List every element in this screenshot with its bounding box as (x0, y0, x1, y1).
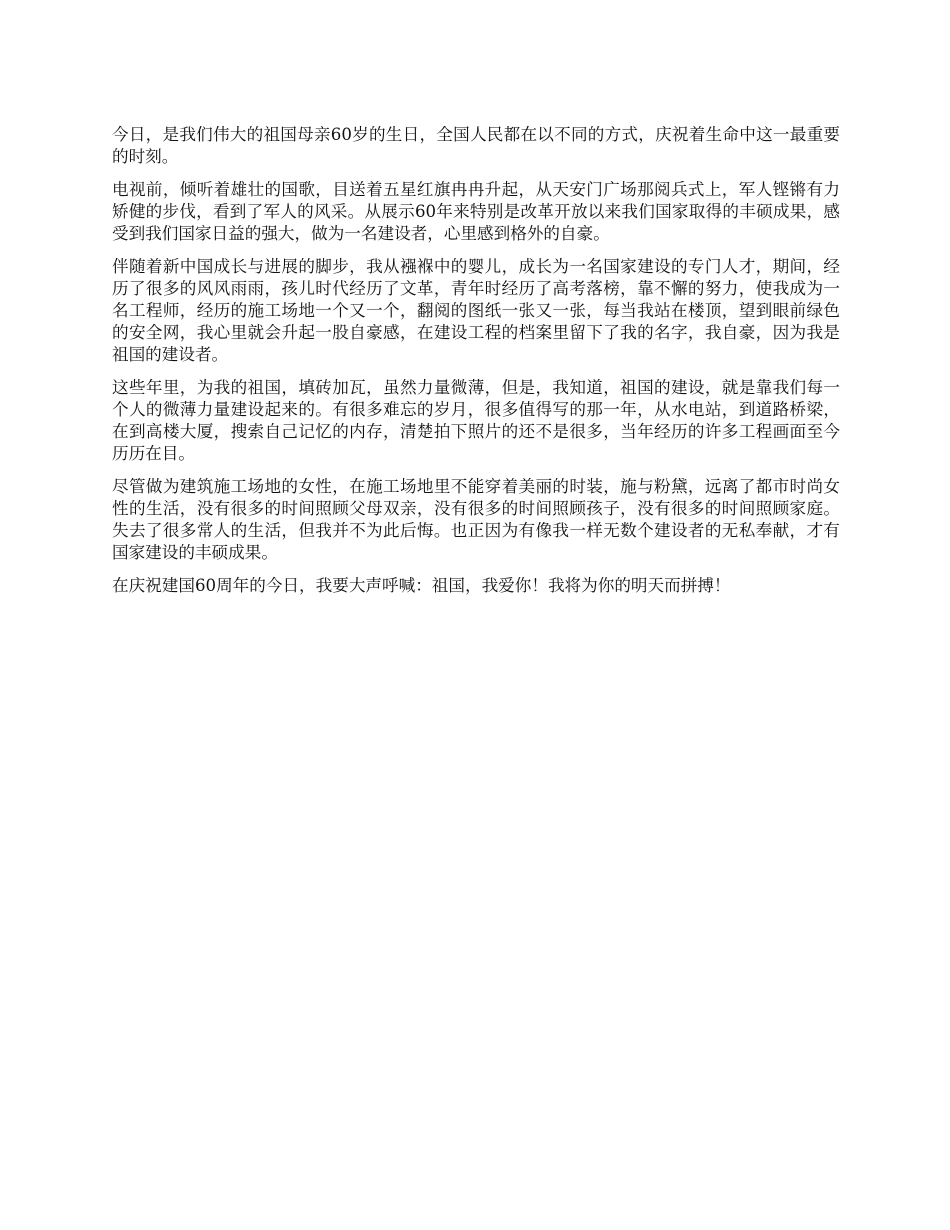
paragraph-3: 伴随着新中国成长与进展的脚步，我从襁褓中的婴儿，成长为一名国家建设的专门人才，期间，经历了很多的风风雨雨，孩儿时代经历了文革，青年时经历了高考落榜，靠不懈的努力，使我成为一名工程师，经历的施工场地一个又一个，翻阅的图纸一张又一张，每当我站在楼顶，望到眼前绿色的安全网，我心里就会升起一股自豪感，在建设工程的档案里留下了我的名字，我自豪，因为我是祖国的建设者。 (112, 257, 840, 364)
paragraph-2: 电视前，倾听着雄壮的国歌，目送着五星红旗冉冉升起，从天安门广场那阅兵式上，军人铿锵有力矫健的步伐，看到了军人的风采。从展示60年来特别是改革开放以来我们国家取得的丰硕成果，感受到我们国家日益的强大，做为一名建设者，心里感到格外的自豪。 (112, 180, 840, 243)
paragraph-5: 尽管做为建筑施工场地的女性，在施工场地里不能穿着美丽的时装，施与粉黛，远离了都市时尚女性的生活，没有很多的时间照顾父母双亲，没有很多的时间照顾孩子，没有很多的时间照顾家庭。失去了很多常人的生活，但我并不为此后悔。也正因为有像我一样无数个建设者的无私奉献，才有国家建设的丰硕成果。 (112, 477, 840, 562)
paragraph-1: 今日，是我们伟大的祖国母亲60岁的生日，全国人民都在以不同的方式，庆祝着生命中这一最重要的时刻。 (112, 125, 840, 166)
paragraph-4: 这些年里，为我的祖国，填砖加瓦，虽然力量微薄，但是，我知道，祖国的建设，就是靠我们每一个人的微薄力量建设起来的。有很多难忘的岁月，很多值得写的那一年，从水电站，到道路桥梁，在到高楼大厦，搜索自己记忆的内存，清楚拍下照片的还不是很多，当年经历的许多工程画面至今历历在目。 (112, 378, 840, 463)
document-body (112, 124, 840, 608)
paragraph-6: 在庆祝建国60周年的今日，我要大声呼喊：祖国，我爱你！我将为你的明天而拼搏！ (112, 576, 731, 595)
